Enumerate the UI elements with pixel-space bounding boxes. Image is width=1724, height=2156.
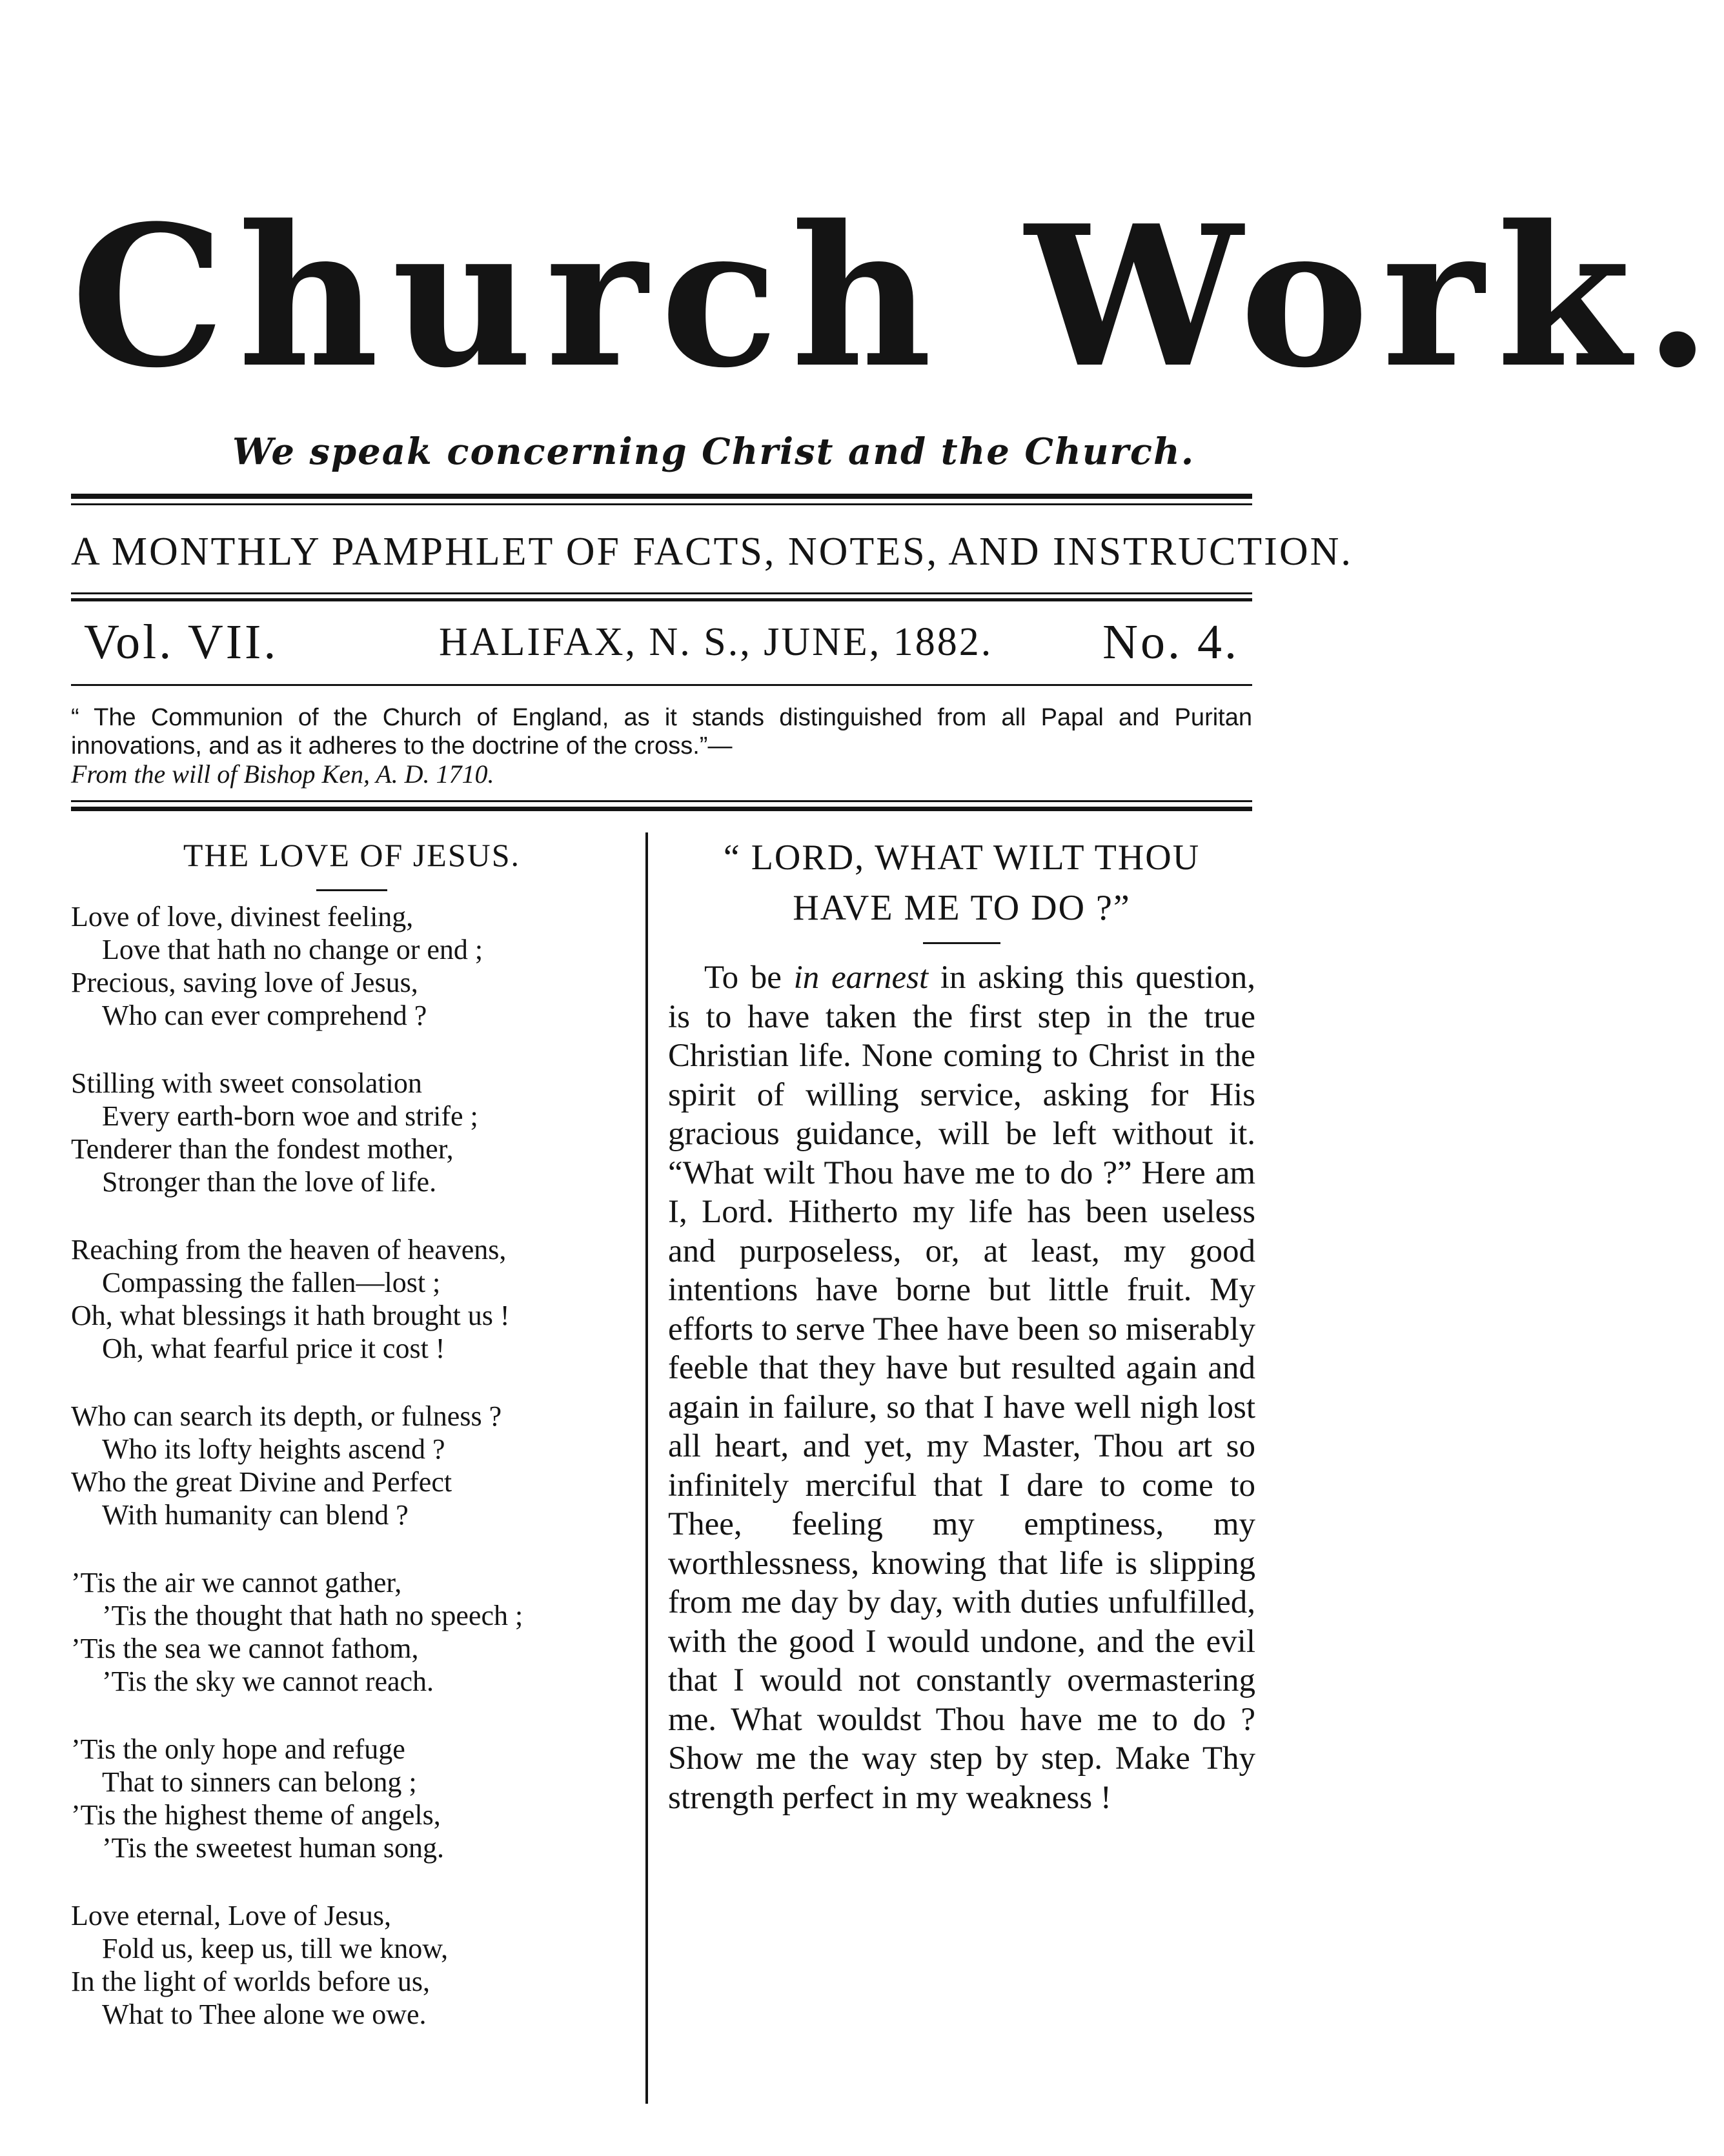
- article-title-line-2: HAVE ME TO DO ?”: [793, 888, 1131, 928]
- poem-title-rule: [316, 889, 387, 891]
- article-title-rule: [923, 942, 1000, 944]
- poem-stanza: [71, 1566, 633, 1698]
- epigraph-text: “ The Communion of the Church of England, as it stands distinguished from all Papal and Puritan innovations, and as it adheres to the doctrine of the cross.”—: [71, 704, 1252, 760]
- poem-stanza: [71, 1733, 633, 1864]
- masthead: [71, 174, 1724, 432]
- poem-line: Who its lofty heights ascend ?: [102, 1433, 445, 1465]
- publication-subtitle: A MONTHLY PAMPHLET OF FACTS, NOTES, AND INSTRUCTION.: [71, 530, 1353, 574]
- masthead-rule-thick: [71, 494, 1252, 499]
- masthead-motto: We speak concerning Christ and the Church.: [232, 430, 1195, 473]
- epigraph-attribution: From the will of Bishop Ken, A. D. 1710.: [71, 760, 494, 789]
- poem-line: Reaching from the heaven of heavens,: [71, 1234, 507, 1265]
- poem-line: Tenderer than the fondest mother,: [71, 1133, 454, 1165]
- poem-line: Oh, what fearful price it cost !: [102, 1333, 445, 1364]
- poem-line: ’Tis the sweetest human song.: [102, 1832, 445, 1864]
- subtitle-rule-thin: [71, 592, 1252, 594]
- poem-line: Compassing the fallen—lost ;: [102, 1267, 441, 1298]
- poem-line: Love that hath no change or end ;: [102, 934, 483, 965]
- poem-stanza: [71, 1899, 633, 2031]
- poem-line: Love of love, divinest feeling,: [71, 901, 414, 932]
- poem-line: Who can search its depth, or fulness ?: [71, 1400, 502, 1432]
- poem-stanza: [71, 1400, 633, 1531]
- poem-line: Who can ever comprehend ?: [102, 1000, 427, 1031]
- poem-line: Love eternal, Love of Jesus,: [71, 1900, 392, 1931]
- issue-line: [71, 610, 1252, 674]
- poem-line: Stronger than the love of life.: [102, 1166, 437, 1198]
- article-body: [668, 958, 1255, 1817]
- poem-line: What to Thee alone we owe.: [102, 1999, 427, 2030]
- article-body-start: To be: [704, 960, 794, 996]
- article-body-rest: in asking this question, is to have taken the first step in the true Christian life. None coming to Christ in the spirit of willing service, asking for His gracious guidance, will be left without it. “What wilt Thou have me to do ?” Here am I, Lord. Hitherto my life has been useless and purposeless, or, at least, my good intentions have borne but little fruit. My efforts to serve Thee have been so miserably feeble that they have but resulted again and again in failure, so that I have well nigh lost all heart, and yet, my Master, Thou art so infinitely merciful that I dare to come to Thee, feeling my emptiness, my worthlessness, knowing that life is slipping from me day by day, with duties unfulfilled, with the good I would undone, and the evil that I would not constantly overmastering me. What wouldst Thou have me to do ? Show me the way step by step. Make Thy strength perfect in my weakness !: [668, 960, 1255, 1816]
- poem-line: Fold us, keep us, till we know,: [102, 1933, 449, 1964]
- poem-line: Who the great Divine and Perfect: [71, 1466, 452, 1498]
- issue-number: No. 4.: [1102, 615, 1239, 669]
- issue-rule: [71, 684, 1252, 686]
- poem-stanza: [71, 1067, 633, 1198]
- masthead-title: Church Work.: [71, 183, 1724, 410]
- poem-line: ’Tis the thought that hath no speech ;: [102, 1600, 523, 1631]
- column-divider: [645, 832, 648, 2104]
- subtitle-rule-thick: [71, 598, 1252, 601]
- poem-line: Every earth-born woe and strife ;: [102, 1100, 478, 1132]
- poem-stanza: [71, 900, 633, 1032]
- volume-label: Vol. VII.: [84, 615, 279, 669]
- columns-rule-thick: [71, 807, 1252, 811]
- poem-line: ’Tis the only hope and refuge: [71, 1733, 405, 1765]
- poem-column: [71, 832, 633, 2104]
- epigraph: [71, 703, 1252, 813]
- article-body-emphasis: in earnest: [793, 960, 929, 996]
- poem-title: THE LOVE OF JESUS.: [183, 837, 521, 873]
- poem-line: That to sinners can belong ;: [102, 1766, 417, 1798]
- poem-line: In the light of worlds before us,: [71, 1966, 430, 1997]
- poem-line: ’Tis the sea we cannot fathom,: [71, 1633, 419, 1664]
- poem-line: ’Tis the highest theme of angels,: [71, 1799, 441, 1831]
- poem-line: ’Tis the air we cannot gather,: [71, 1567, 402, 1598]
- masthead-rule-thin: [71, 503, 1252, 505]
- poem-line: Stilling with sweet consolation: [71, 1067, 422, 1099]
- columns-rule-thin: [71, 800, 1252, 802]
- poem-line: ’Tis the sky we cannot reach.: [102, 1666, 434, 1697]
- poem-line: Oh, what blessings it hath brought us !: [71, 1300, 510, 1331]
- poem-stanza: [71, 1233, 633, 1365]
- article-title-line-1: “ LORD, WHAT WILT THOU: [723, 838, 1201, 878]
- place-date: HALIFAX, N. S., JUNE, 1882.: [439, 620, 993, 664]
- poem-line: With humanity can blend ?: [102, 1499, 409, 1531]
- article-column: [668, 832, 1255, 2104]
- poem-line: Precious, saving love of Jesus,: [71, 967, 418, 998]
